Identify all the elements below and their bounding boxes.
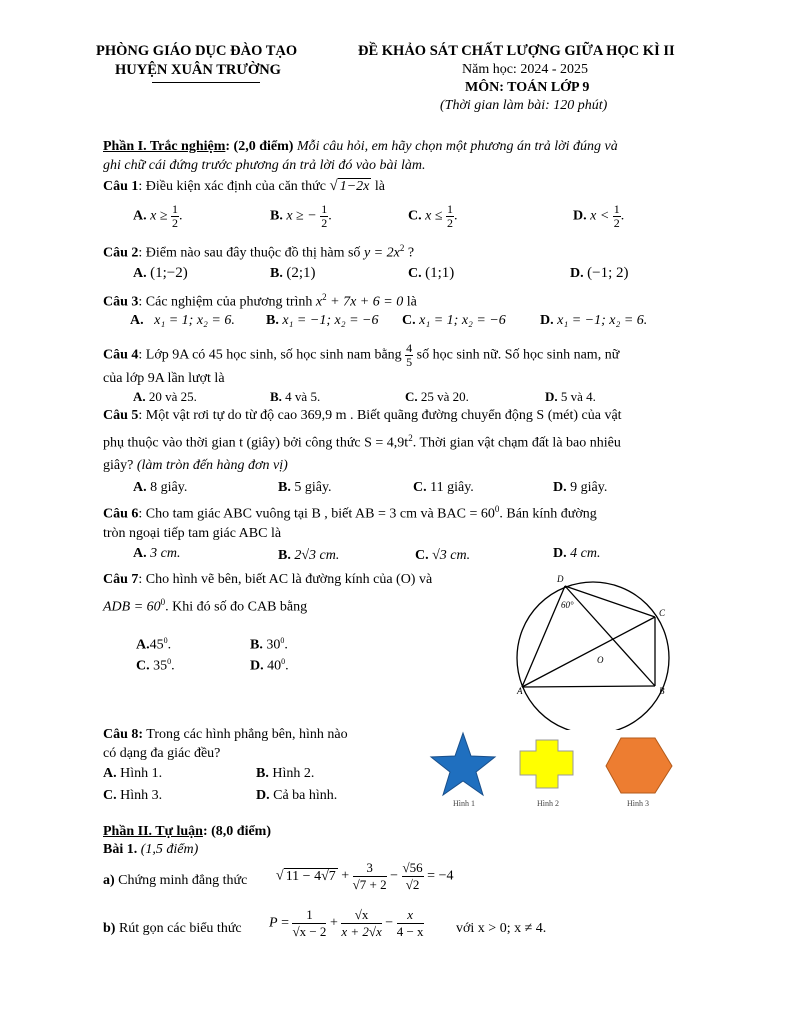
question-8-option-b: B. Hình 2. (256, 766, 315, 781)
question-5-exponent: 2 (408, 433, 413, 443)
figure-2-caption: Hình 2 (537, 799, 559, 808)
question-6-option-b: B. 2√3 cm. (278, 548, 340, 563)
part2-points: : (8,0 điểm) (202, 824, 272, 839)
question-4-option-c: C. 25 và 20. (405, 389, 469, 404)
question-3-text: : Các nghiệm của phương trình (138, 294, 313, 310)
department-name: PHÒNG GIÁO DỤC ĐÀO TẠO (96, 43, 298, 59)
question-4-line-2: của lớp 9A lần lượt là (103, 371, 225, 386)
question-1-option-a: A. x ≥ $\frac{1}{2}$ . (133, 202, 183, 230)
question-5-option-d: D. 9 giây. (553, 480, 608, 495)
question-6-label: Câu 6 (103, 506, 139, 522)
question-1-tail: là (374, 179, 385, 194)
question-6-text-b: . Bán kính đường (499, 506, 597, 522)
question-1-option-b: B. x ≥ − $\frac{1}{2}$ . (270, 202, 332, 230)
question-7-angle: ADB = 60 (103, 599, 161, 615)
question-4-frac-num: 4 (406, 341, 413, 355)
part2-title: Phần II. Tự luận (103, 824, 203, 839)
angle-label: 60° (561, 600, 574, 610)
question-7-text-c: . Khi đó số đo CAB bằng (165, 599, 308, 615)
subject: MÔN: TOÁN LỚP 9 (465, 80, 590, 95)
question-5-option-b: B. 5 giây. (278, 480, 332, 495)
point-b-label: B (659, 686, 665, 696)
question-5-option-c: C. 11 giây. (413, 480, 474, 495)
part1-title: Phần I. Trắc nghiệm (103, 139, 226, 154)
part1-instruction: Mỗi câu hỏi, em hãy chọn một phương án trả lời đúng và (296, 139, 618, 154)
question-3-option-c: C. x₁ = 1; x₂ = −6 (402, 313, 506, 328)
question-5-label: Câu 5 (103, 408, 139, 423)
question-8-option-a: A. Hình 1. (103, 766, 163, 781)
point-c-label: C (659, 608, 666, 618)
school-year: Năm học: 2024 - 2025 (462, 62, 588, 77)
question-2-tail: ? (407, 245, 415, 261)
question-8 (103, 727, 348, 743)
bai-1b-label: b) (103, 921, 116, 936)
circle-o (517, 582, 669, 730)
district-name: HUYỆN XUÂN TRƯỜNG (115, 62, 281, 78)
question-1-radicand: 1−2x (339, 179, 370, 194)
question-2-option-b: B. (2;1) (270, 265, 316, 281)
part1-points: : (2,0 điểm) (225, 139, 294, 154)
bai-1a-equation: √ 11 − 4√7 + $\frac{3}{√7 + 2}$ − $\frac{√56}{√2}$ = −4 (276, 860, 454, 892)
question-7-option-a: $A.45^0$. (136, 636, 172, 653)
time-allowed: (Thời gian làm bài: 120 phút) (440, 98, 608, 113)
question-1-label: Câu 1 (103, 179, 139, 194)
segment-ac (522, 617, 655, 687)
question-6-option-d: D. 4 cm. (553, 546, 601, 561)
star-shape (431, 733, 495, 795)
figure-3-caption: Hình 3 (627, 799, 649, 808)
question-3-formula-a: x (315, 294, 323, 310)
bai-1b-expression: P = $\frac{1}{√x - 2}$ + $\frac{√x}{x + 2√x}$ − $\frac{x}{4 - x}$ (269, 907, 424, 939)
question-2-exponent: 2 (399, 243, 405, 253)
question-6-option-a: A. 3 cm. (133, 546, 181, 561)
question-2-text: : Điểm nào sau đây thuộc đồ thị hàm số (138, 245, 361, 261)
question-1-option-d: D. x < $\frac{1}{2}$ . (573, 202, 625, 230)
hexagon-shape (606, 738, 672, 793)
question-6 (103, 504, 597, 523)
question-5-note: (làm tròn đến hàng đơn vị) (136, 458, 288, 473)
question-7-option-b: B. $30^0$. (250, 636, 288, 653)
question-6-text-a: : Cho tam giác ABC vuông tại B , biết AB = 3 cm và BAC = 60 (138, 506, 495, 522)
circle-figure (505, 570, 680, 730)
question-5 (103, 408, 622, 424)
question-3-exponent: 2 (322, 292, 327, 302)
bai-1-label: Bài 1. (103, 842, 138, 857)
question-3 (103, 292, 417, 311)
question-3-option-d: D. x₁ = −1; x₂ = 6. (540, 313, 648, 328)
question-4-frac-den: 5 (406, 355, 413, 369)
question-8-option-d: D. Cả ba hình. (256, 788, 338, 803)
question-8-line-2: có dạng đa giác đều? (103, 746, 221, 761)
question-4-text-b: số học sinh nữ. Số học sinh nam, nữ (416, 347, 620, 363)
question-7-line-2: ADB = $60^0$. Khi đó số đo CAB bằng (103, 597, 308, 615)
question-7-label: Câu 7 (103, 572, 139, 587)
question-5-line-2 (103, 433, 621, 452)
point-o-label: O (597, 655, 604, 665)
question-5-text-b: phụ thuộc vào thời gian t (giây) bởi công thức S = 4,9t (103, 435, 409, 451)
question-7-text-a: : Cho hình vẽ bên, biết AC là đường kính của (O) và (138, 572, 433, 587)
question-8-option-c: C. Hình 3. (103, 788, 163, 803)
question-6-degree: 0 (494, 504, 500, 514)
question-4-option-d: D. 5 và 4. (545, 389, 596, 404)
part1-heading (103, 139, 618, 155)
point-d-label: D (557, 574, 564, 584)
question-4-text-a: : Lớp 9A có 45 học sinh, số học sinh nam bằng (138, 347, 402, 363)
question-5-text-c: . Thời gian vật chạm đất là bao nhiêu (412, 435, 621, 451)
shapes-figure (425, 730, 695, 815)
question-7 (103, 572, 432, 588)
part1-instruction-2: ghi chữ cái đứng trước phương án trả lời đó vào bài làm. (103, 158, 426, 173)
question-4 (103, 342, 619, 369)
question-3-option-a: A. x₁ = 1; x₂ = 6. (130, 313, 235, 328)
question-2-option-a: A. (1;−2) (133, 265, 188, 281)
question-2-formula: y = 2x (363, 245, 400, 261)
question-2-label: Câu 2 (103, 245, 139, 261)
exam-title: ĐỀ KHẢO SÁT CHẤT LƯỢNG GIỮA HỌC KÌ II (358, 43, 675, 59)
header-underline (152, 82, 260, 83)
point-a-label: A (517, 686, 523, 696)
question-5-text-a: : Một vật rơi tự do từ độ cao 369,9 m . Biết quãng đường chuyển động S (mét) của vật (138, 408, 622, 423)
bai-1b (103, 921, 242, 937)
question-1: Câu 1: Điều kiện xác định của căn thức √ 1−2x là (103, 178, 385, 194)
bai-1a-text: Chứng minh đẳng thức (114, 873, 248, 888)
question-8-text-a: Trong các hình phẳng bên, hình nào (143, 727, 348, 742)
bai-1-points: (1,5 điểm) (137, 842, 199, 857)
question-2 (103, 243, 414, 262)
question-4-label: Câu 4 (103, 347, 139, 363)
question-5-option-a: A. 8 giây. (133, 480, 188, 495)
question-3-formula-b: + 7x + 6 = 0 (326, 294, 404, 310)
question-6-line-2: tròn ngoại tiếp tam giác ABC là (103, 526, 282, 541)
question-1-text: : Điều kiện xác định của căn thức (138, 179, 326, 194)
segment-ab (522, 686, 655, 687)
question-4-option-b: B. 4 và 5. (270, 389, 321, 404)
question-5-line-3 (103, 458, 288, 474)
question-7-option-d: D. $40^0$. (250, 657, 289, 674)
question-2-option-d: D. (−1; 2) (570, 265, 629, 281)
bai-1b-text: Rút gọn các biểu thức (115, 921, 242, 936)
question-6-option-c: C. √3 cm. (415, 548, 471, 563)
bai-1a-label: a) (103, 873, 115, 888)
question-3-tail: là (406, 294, 417, 310)
question-1-option-c: C. x ≤ $\frac{1}{2}$ . (408, 202, 458, 230)
part2-heading (103, 824, 271, 840)
bai-1-heading (103, 842, 198, 858)
cross-shape (520, 740, 573, 788)
question-5-text-d: giây? (103, 458, 134, 473)
bai-1b-condition: với x > 0; x ≠ 4. (456, 921, 547, 936)
bai-1a (103, 873, 247, 889)
question-3-label: Câu 3 (103, 294, 139, 310)
question-7-option-c: C. $35^0$. (136, 657, 175, 674)
figure-1-caption: Hình 1 (453, 799, 475, 808)
question-2-option-c: C. (1;1) (408, 265, 455, 281)
question-3-option-b: B. x₁ = −1; x₂ = −6 (266, 313, 379, 328)
question-4-option-a: A. 20 và 25. (133, 389, 197, 404)
question-8-label: Câu 8: (103, 727, 144, 742)
